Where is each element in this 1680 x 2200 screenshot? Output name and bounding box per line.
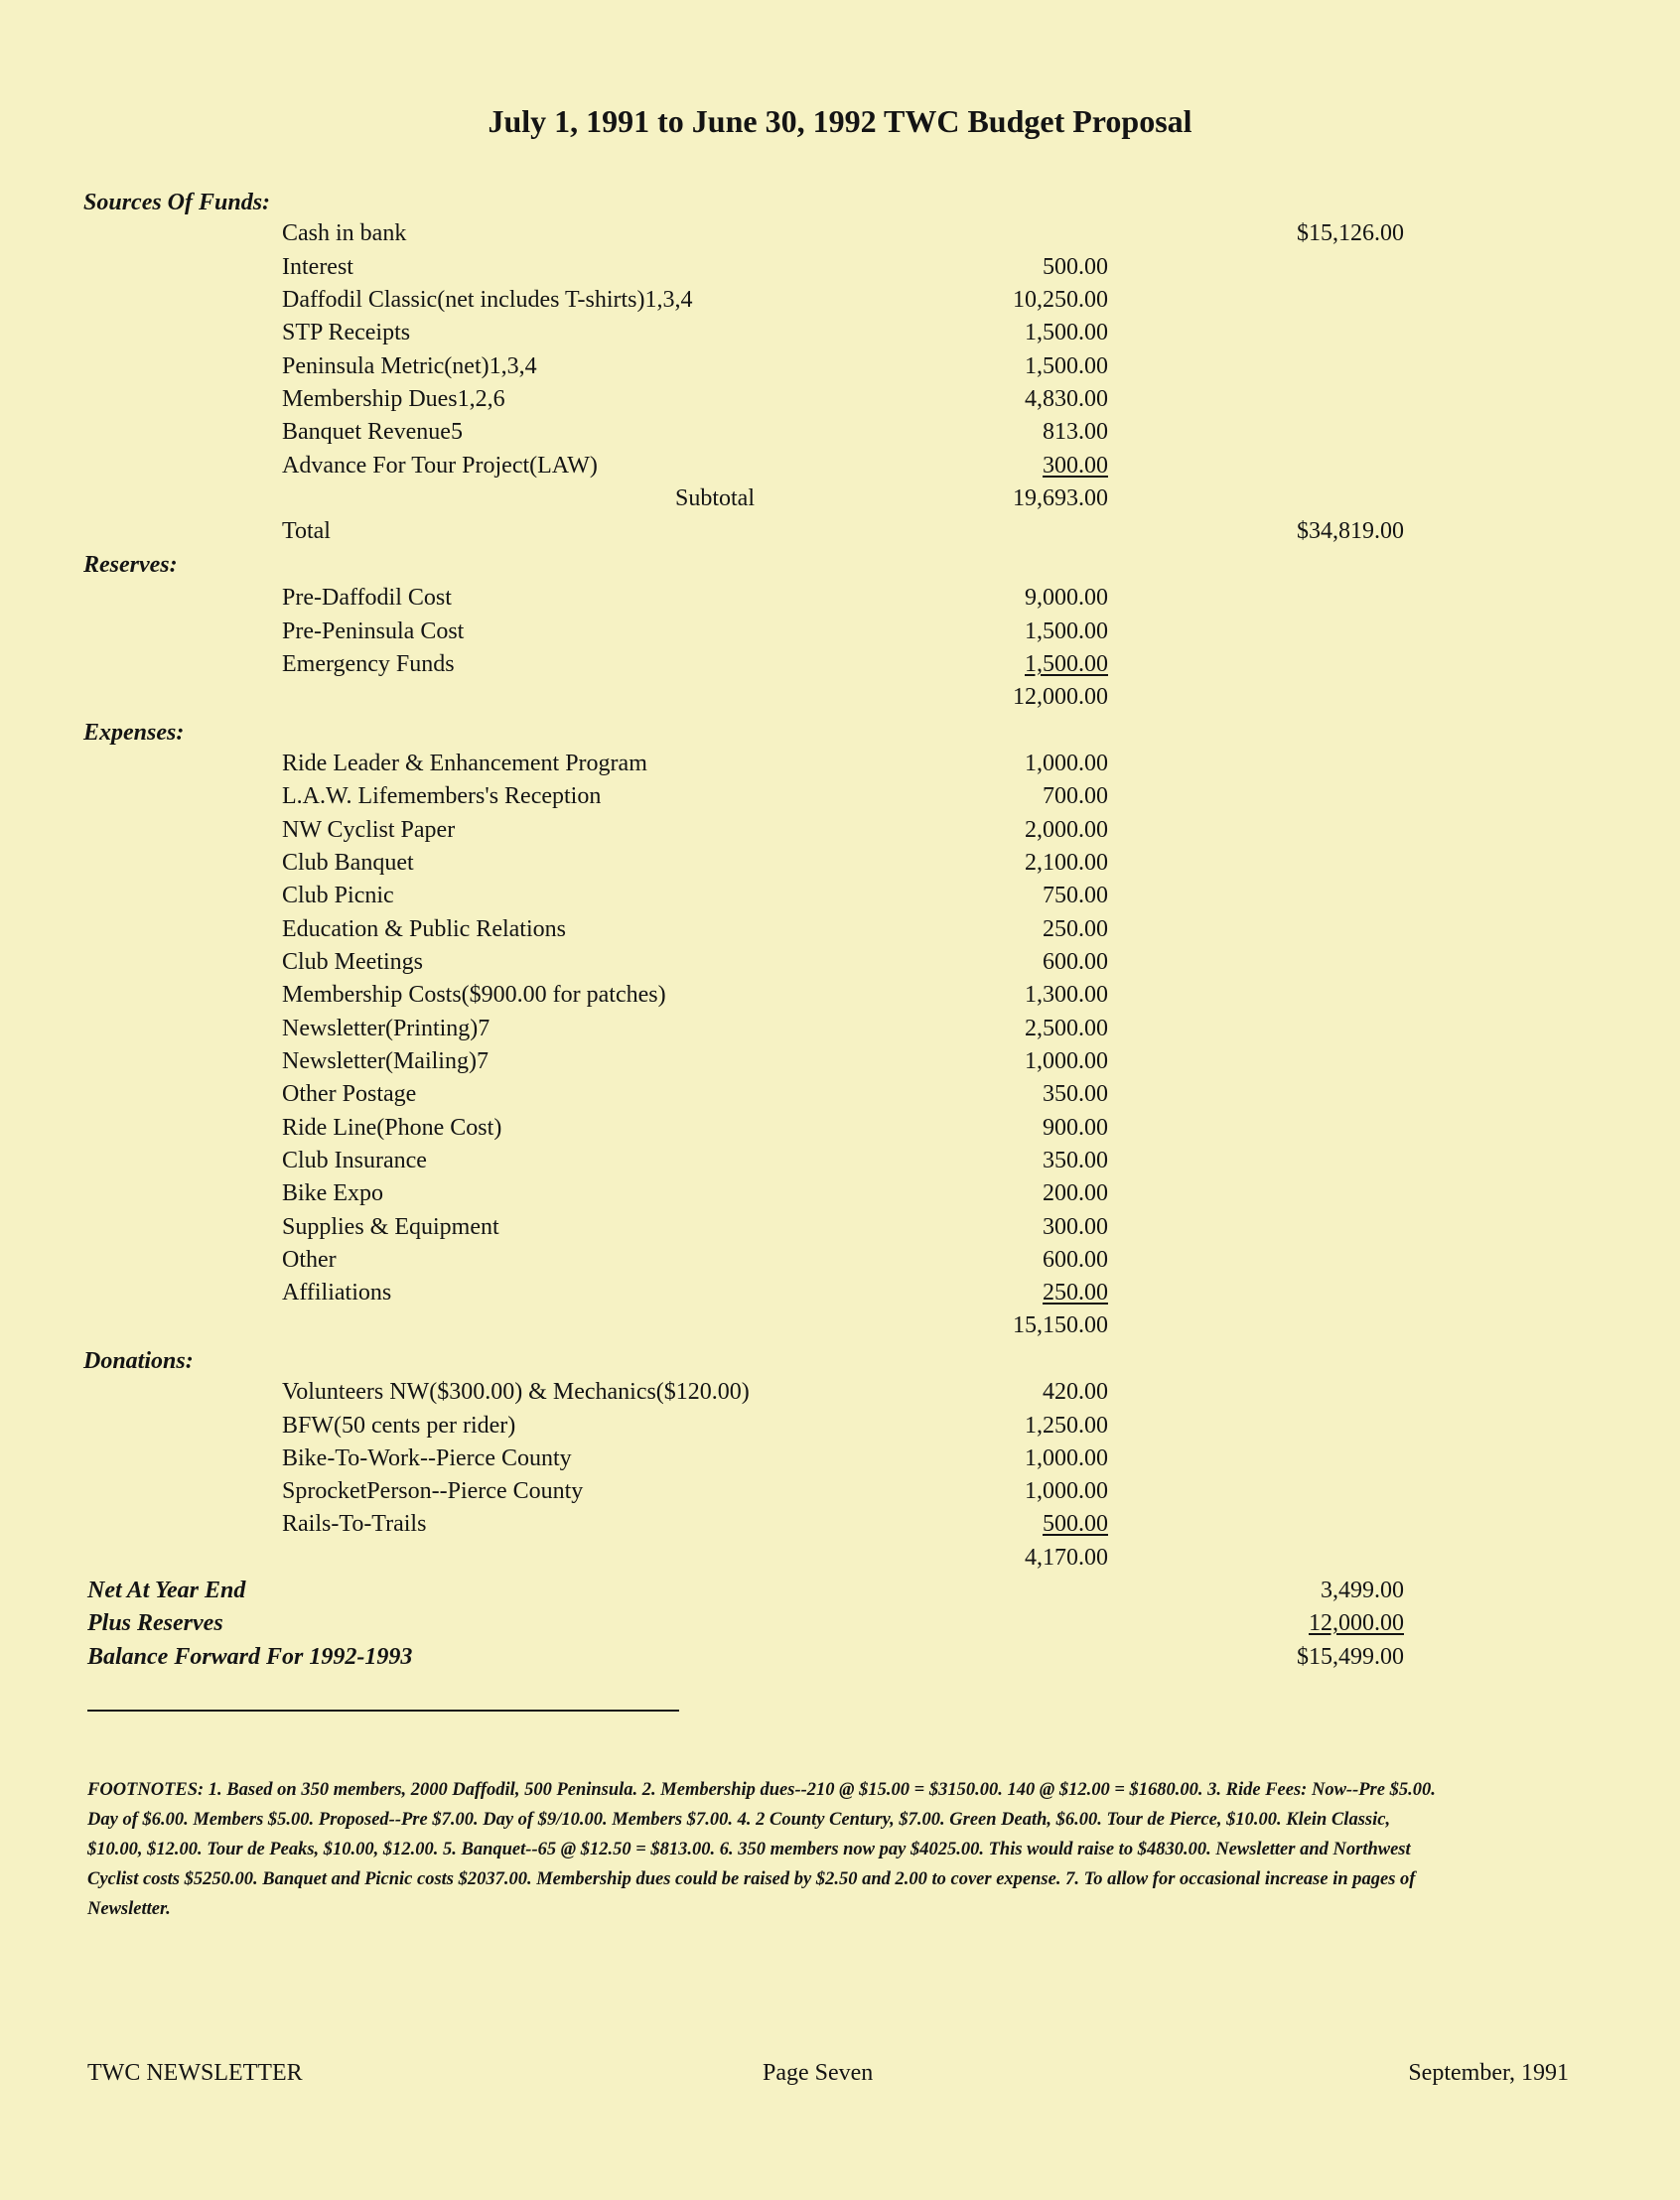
balance-forward-row (0, 1641, 1680, 1673)
expense-row (0, 1145, 1680, 1176)
expense-label: Ride Leader & Enhancement Program (282, 751, 647, 776)
donation-amount: 420.00 (1043, 1379, 1108, 1405)
expense-amount: 1,300.00 (1025, 982, 1108, 1008)
footer-newsletter-name: TWC NEWSLETTER (87, 2060, 303, 2086)
summary-label: Balance Forward For 1992-1993 (87, 1644, 413, 1670)
expense-row (0, 1013, 1680, 1044)
expense-label: L.A.W. Lifemembers's Reception (282, 783, 602, 809)
net-year-end-row (0, 1575, 1680, 1606)
donations-heading: Donations: (83, 1348, 194, 1374)
cash-in-bank-row (0, 217, 1680, 249)
source-row (0, 416, 1680, 448)
footnotes-text: 1. Based on 350 members, 2000 Daffodil, 500 Peninsula. 2. Membership dues--210 @ $15.00 = $3150.00. 140 @ $12.00 = $1680.00. 3. Ride Fees: Now--Pre $5.00. Day of $6.00. Members $5.00. Proposed--Pre $7.00. Day of $9/10.00. Members $7.00. 4. 2 County Century, $7.00. Green Death, $6.00. Tour de Pierce, $10.00. Klein Classic, $10.00, $12.00. Tour de Peaks, $10.00, $12.00. 5. Banquet--65 @ $12.50 = $813.00. 6. 350 members now pay $4025.00. This would raise to $4830.00. Newsletter and Northwest Cyclist costs $5250.00. Banquet and Picnic costs $2037.00. Membership dues could be raised by $2.50 and 2.00 to cover expense. 7. To allow for occasional increase in pages of Newsletter. (87, 1780, 1436, 1919)
source-amount: 4,830.00 (1025, 386, 1108, 412)
total-amount: $34,819.00 (1297, 518, 1404, 544)
expense-row (0, 1244, 1680, 1276)
expense-label: Club Picnic (282, 883, 394, 908)
subtotal-label: Subtotal (675, 485, 756, 511)
donation-label: Rails-To-Trails (282, 1511, 427, 1537)
expenses-total: 15,150.00 (1013, 1312, 1108, 1338)
expense-label: NW Cyclist Paper (282, 817, 456, 843)
expense-row (0, 1277, 1680, 1308)
reserve-amount: 1,500.00 (1025, 651, 1108, 677)
expense-row (0, 1177, 1680, 1209)
expense-label: Club Insurance (282, 1148, 427, 1173)
expense-row (0, 847, 1680, 879)
donation-label: Volunteers NW($300.00) & Mechanics($120.00) (282, 1379, 750, 1405)
source-row (0, 350, 1680, 382)
reserve-row (0, 616, 1680, 647)
expense-row (0, 946, 1680, 978)
donations-total-row (0, 1542, 1680, 1574)
summary-amount: 3,499.00 (1321, 1578, 1404, 1603)
footnotes (87, 1775, 1438, 1924)
expense-row (0, 880, 1680, 911)
expense-label: Club Banquet (282, 850, 414, 876)
expense-row (0, 979, 1680, 1011)
expense-label: Affiliations (282, 1280, 392, 1306)
expense-label: Other (282, 1247, 337, 1273)
expense-label: Ride Line(Phone Cost) (282, 1115, 502, 1141)
subtotal-amount: 19,693.00 (1013, 485, 1108, 511)
source-row (0, 317, 1680, 348)
expense-amount: 600.00 (1043, 949, 1108, 975)
source-amount: 500.00 (1043, 254, 1108, 280)
donation-amount: 500.00 (1043, 1511, 1108, 1537)
expense-amount: 2,000.00 (1025, 817, 1108, 843)
footer-page-number: Page Seven (763, 2060, 874, 2086)
donation-amount: 1,000.00 (1025, 1445, 1108, 1471)
sources-subtotal-row (0, 482, 1680, 514)
expense-label: Club Meetings (282, 949, 423, 975)
expenses-total-row (0, 1309, 1680, 1341)
expense-amount: 1,000.00 (1025, 751, 1108, 776)
expense-amount: 350.00 (1043, 1081, 1108, 1107)
footnotes-prefix: FOOTNOTES: (87, 1780, 205, 1800)
reserve-row (0, 582, 1680, 614)
expense-amount: 600.00 (1043, 1247, 1108, 1273)
source-amount: 10,250.00 (1013, 287, 1108, 313)
expense-amount: 300.00 (1043, 1214, 1108, 1240)
summary-label: Plus Reserves (87, 1610, 223, 1636)
source-label: Peninsula Metric(net)1,3,4 (282, 353, 537, 379)
donation-row (0, 1443, 1680, 1474)
source-row (0, 450, 1680, 481)
expense-amount: 200.00 (1043, 1180, 1108, 1206)
reserve-label: Pre-Peninsula Cost (282, 619, 465, 644)
expense-label: Bike Expo (282, 1180, 383, 1206)
divider-rule (87, 1710, 679, 1712)
expense-row (0, 1045, 1680, 1077)
reserve-row (0, 648, 1680, 680)
source-amount: 1,500.00 (1025, 320, 1108, 345)
summary-amount: $15,499.00 (1297, 1644, 1404, 1670)
reserve-amount: 1,500.00 (1025, 619, 1108, 644)
donation-amount: 1,000.00 (1025, 1478, 1108, 1504)
source-label: Daffodil Classic(net includes T-shirts)1,3,4 (282, 287, 693, 313)
expense-label: Supplies & Equipment (282, 1214, 499, 1240)
expense-label: Education & Public Relations (282, 916, 566, 942)
expense-amount: 250.00 (1043, 916, 1108, 942)
donation-row (0, 1475, 1680, 1507)
expense-label: Newsletter(Printing)7 (282, 1016, 490, 1041)
source-label: STP Receipts (282, 320, 411, 345)
expense-row (0, 1211, 1680, 1243)
plus-reserves-row (0, 1607, 1680, 1639)
donation-label: Bike-To-Work--Pierce County (282, 1445, 572, 1471)
donation-label: BFW(50 cents per rider) (282, 1413, 516, 1439)
cash-amount: $15,126.00 (1297, 220, 1404, 246)
source-label: Membership Dues1,2,6 (282, 386, 505, 412)
sources-total-row (0, 515, 1680, 547)
donation-row (0, 1410, 1680, 1442)
expense-label: Membership Costs($900.00 for patches) (282, 982, 666, 1008)
summary-label: Net At Year End (87, 1578, 246, 1603)
source-amount: 813.00 (1043, 419, 1108, 445)
expense-row (0, 913, 1680, 945)
total-label: Total (282, 518, 331, 544)
reserve-amount: 9,000.00 (1025, 585, 1108, 611)
expense-amount: 900.00 (1043, 1115, 1108, 1141)
expense-row (0, 814, 1680, 846)
expense-amount: 2,500.00 (1025, 1016, 1108, 1041)
expense-row (0, 1078, 1680, 1110)
source-label: Banquet Revenue5 (282, 419, 463, 445)
expense-amount: 750.00 (1043, 883, 1108, 908)
expense-label: Other Postage (282, 1081, 417, 1107)
source-amount: 300.00 (1043, 453, 1108, 479)
footer-date: September, 1991 (1408, 2060, 1569, 2086)
summary-amount: 12,000.00 (1309, 1610, 1404, 1636)
expense-amount: 700.00 (1043, 783, 1108, 809)
donation-amount: 1,250.00 (1025, 1413, 1108, 1439)
source-row (0, 284, 1680, 316)
source-label: Advance For Tour Project(LAW) (282, 453, 598, 479)
source-row (0, 251, 1680, 283)
sources-heading: Sources Of Funds: (83, 190, 271, 215)
cash-label: Cash in bank (282, 220, 407, 246)
expense-amount: 250.00 (1043, 1280, 1108, 1306)
source-row (0, 383, 1680, 415)
expense-label: Newsletter(Mailing)7 (282, 1048, 489, 1074)
donation-row (0, 1376, 1680, 1408)
expense-row (0, 1112, 1680, 1144)
donation-row (0, 1508, 1680, 1540)
expense-amount: 1,000.00 (1025, 1048, 1108, 1074)
reserves-heading: Reserves: (83, 552, 178, 578)
reserve-label: Pre-Daffodil Cost (282, 585, 452, 611)
page-title: July 1, 1991 to June 30, 1992 TWC Budget Proposal (488, 103, 1192, 139)
expense-row (0, 748, 1680, 779)
source-label: Interest (282, 254, 353, 280)
donation-label: SprocketPerson--Pierce County (282, 1478, 584, 1504)
reserves-total-row (0, 681, 1680, 713)
donations-total: 4,170.00 (1025, 1545, 1108, 1571)
expense-row (0, 780, 1680, 812)
source-amount: 1,500.00 (1025, 353, 1108, 379)
expenses-heading: Expenses: (83, 720, 185, 746)
expense-amount: 2,100.00 (1025, 850, 1108, 876)
reserve-label: Emergency Funds (282, 651, 455, 677)
expense-amount: 350.00 (1043, 1148, 1108, 1173)
reserves-total: 12,000.00 (1013, 684, 1108, 710)
